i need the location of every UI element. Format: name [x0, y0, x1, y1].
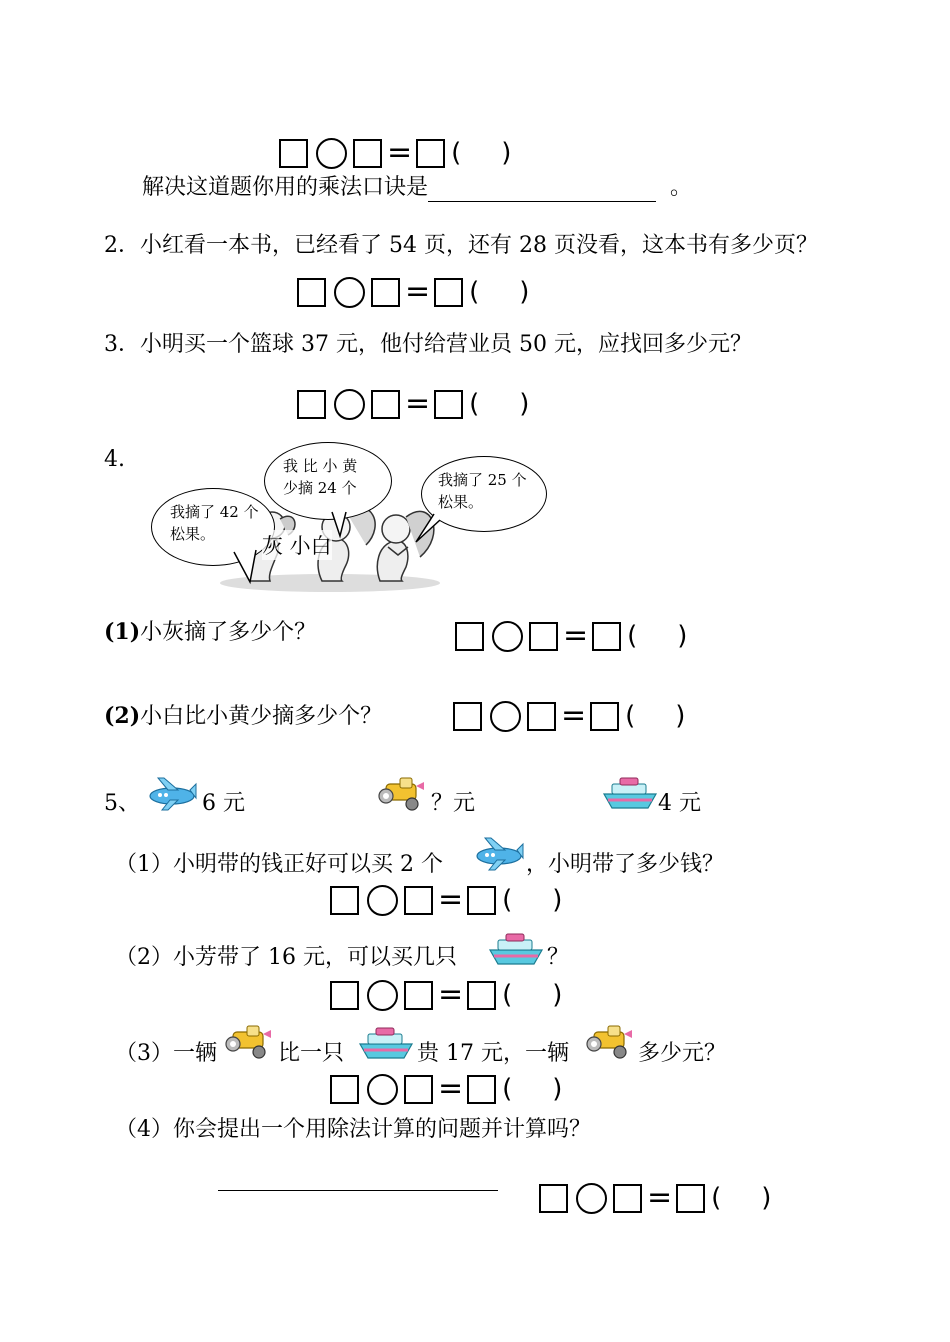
q5-sub1-before: （1）小明带的钱正好可以买 2 个 — [115, 852, 443, 877]
answer-box[interactable] — [467, 981, 496, 1010]
bubble-3-tail — [412, 512, 442, 546]
q5-sub3-p2: 比一只 — [278, 1041, 345, 1066]
q5-sub1-after: ，小明带了多少钱？ — [526, 852, 725, 877]
answer-box[interactable] — [279, 139, 308, 168]
answer-box[interactable] — [353, 139, 382, 168]
answer-box[interactable] — [404, 1075, 433, 1104]
unit-paren-open: ( — [502, 1074, 513, 1104]
boat-icon — [488, 932, 544, 968]
operator-circle[interactable] — [576, 1183, 607, 1214]
bubble-2-tail — [330, 510, 360, 540]
answer-box[interactable] — [330, 1075, 359, 1104]
boat-icon — [358, 1026, 414, 1062]
unit-paren-close: ) — [761, 1183, 772, 1213]
operator-circle[interactable] — [334, 277, 365, 308]
equation-5-3 — [330, 1069, 562, 1109]
bubble-1-text: 我摘了 42 个松果。 — [170, 503, 259, 543]
answer-box[interactable] — [371, 390, 400, 419]
plane-price: 6 元 — [202, 791, 245, 816]
q2-text: 2．小红看一本书，已经看了 54 页，还有 28 页没看，这本书有多少页？ — [104, 233, 818, 258]
answer-box[interactable] — [676, 1184, 705, 1213]
answer-box[interactable] — [330, 981, 359, 1010]
equation-2 — [297, 272, 529, 312]
operator-circle[interactable] — [367, 885, 398, 916]
q4-sub1-text: 小灰摘了多少个？ — [140, 620, 317, 645]
answer-box[interactable] — [434, 390, 463, 419]
q1-line — [142, 174, 692, 202]
boat-price: 4 元 — [658, 791, 701, 816]
operator-circle[interactable] — [492, 621, 523, 652]
q5-sub2-before: （2）小芳带了 16 元，可以买几只 — [115, 945, 457, 970]
unit-paren-open: ( — [502, 885, 513, 915]
q5-sub3-p4: 多少元？ — [638, 1041, 727, 1066]
unit-paren-open: ( — [451, 138, 462, 168]
plane-icon — [473, 836, 525, 872]
q1-answer-blank[interactable] — [428, 177, 656, 202]
speech-bubble-2 — [264, 442, 392, 520]
equation-4-2 — [453, 696, 685, 736]
answer-box[interactable] — [434, 278, 463, 307]
q4-sub2-label: (2) — [104, 703, 141, 729]
q5-sub4-text: （4）你会提出一个用除法计算的问题并计算吗？ — [115, 1117, 591, 1142]
answer-box[interactable] — [404, 886, 433, 915]
equation-5-4 — [539, 1178, 771, 1218]
answer-box[interactable] — [455, 622, 484, 651]
answer-box[interactable] — [416, 139, 445, 168]
q5-sub3-p3: 贵 17 元，一辆 — [417, 1041, 569, 1066]
unit-paren-close: ) — [501, 138, 512, 168]
equals-sign: = — [561, 698, 587, 733]
unit-paren-close: ) — [552, 885, 563, 915]
unit-paren-close: ) — [552, 980, 563, 1010]
answer-box[interactable] — [539, 1184, 568, 1213]
answer-box[interactable] — [297, 278, 326, 307]
q5-number: 5、 — [104, 791, 140, 816]
equation-1 — [279, 133, 511, 173]
toy-car-icon — [586, 1024, 634, 1060]
answer-box[interactable] — [592, 622, 621, 651]
answer-box[interactable] — [453, 702, 482, 731]
equals-sign: = — [563, 618, 589, 653]
plane-icon — [146, 776, 198, 812]
q5-sub3-p1: （3）一辆 — [115, 1041, 217, 1066]
q1-period: 。 — [670, 175, 693, 200]
answer-box[interactable] — [529, 622, 558, 651]
q1-text: 解决这道题你用的乘法口诀是 — [142, 175, 429, 200]
equals-sign: = — [405, 274, 431, 309]
equals-sign: = — [438, 977, 464, 1012]
q5-sub2-after: ？ — [547, 945, 570, 970]
answer-box[interactable] — [330, 886, 359, 915]
unit-paren-open: ( — [625, 701, 636, 731]
operator-circle[interactable] — [316, 138, 347, 169]
unit-paren-close: ) — [675, 701, 686, 731]
equals-sign: = — [405, 386, 431, 421]
boat-icon — [602, 776, 658, 812]
unit-paren-close: ) — [519, 389, 530, 419]
answer-box[interactable] — [527, 702, 556, 731]
unit-paren-close: ) — [677, 621, 688, 651]
equals-sign: = — [438, 1071, 464, 1106]
unit-paren-close: ) — [519, 277, 530, 307]
equals-sign: = — [647, 1180, 673, 1215]
operator-circle[interactable] — [367, 980, 398, 1011]
equation-3 — [297, 384, 529, 424]
equation-5-1 — [330, 880, 562, 920]
bubble-3-text: 我摘了 25 个松果。 — [438, 471, 527, 511]
unit-paren-open: ( — [469, 389, 480, 419]
equation-5-2 — [330, 975, 562, 1015]
toy-car-icon — [378, 776, 426, 812]
q3-text: 3．小明买一个篮球 37 元，他付给营业员 50 元，应找回多少元？ — [104, 332, 752, 357]
answer-box[interactable] — [467, 886, 496, 915]
answer-box[interactable] — [297, 390, 326, 419]
equation-4-1 — [455, 616, 687, 656]
operator-circle[interactable] — [490, 701, 521, 732]
q4-sub2-text: 小白比小黄少摘多少个？ — [140, 704, 383, 729]
answer-box[interactable] — [467, 1075, 496, 1104]
unit-paren-open: ( — [469, 277, 480, 307]
q4-sub1-label: (1) — [104, 619, 141, 645]
bubble-2-text: 我 比 小 黄 少摘 24 个 — [283, 457, 358, 497]
answer-box[interactable] — [613, 1184, 642, 1213]
q4-sub2 — [104, 702, 382, 731]
q4-number: 4. — [104, 447, 125, 472]
toy-car-icon — [225, 1024, 273, 1060]
q4-sub1 — [104, 618, 316, 647]
operator-circle[interactable] — [334, 389, 365, 420]
unit-paren-close: ) — [552, 1074, 563, 1104]
unit-paren-open: ( — [627, 621, 638, 651]
unit-paren-open: ( — [502, 980, 513, 1010]
unit-paren-open: ( — [711, 1183, 722, 1213]
operator-circle[interactable] — [367, 1074, 398, 1105]
squirrel-names: 灰 小白 — [262, 530, 332, 560]
equals-sign: = — [438, 882, 464, 917]
answer-box[interactable] — [371, 278, 400, 307]
answer-box[interactable] — [590, 702, 619, 731]
q5-sub4-answer-line[interactable] — [218, 1190, 498, 1191]
car-price: ？元 — [431, 791, 476, 816]
answer-box[interactable] — [404, 981, 433, 1010]
equals-sign: = — [387, 135, 413, 170]
